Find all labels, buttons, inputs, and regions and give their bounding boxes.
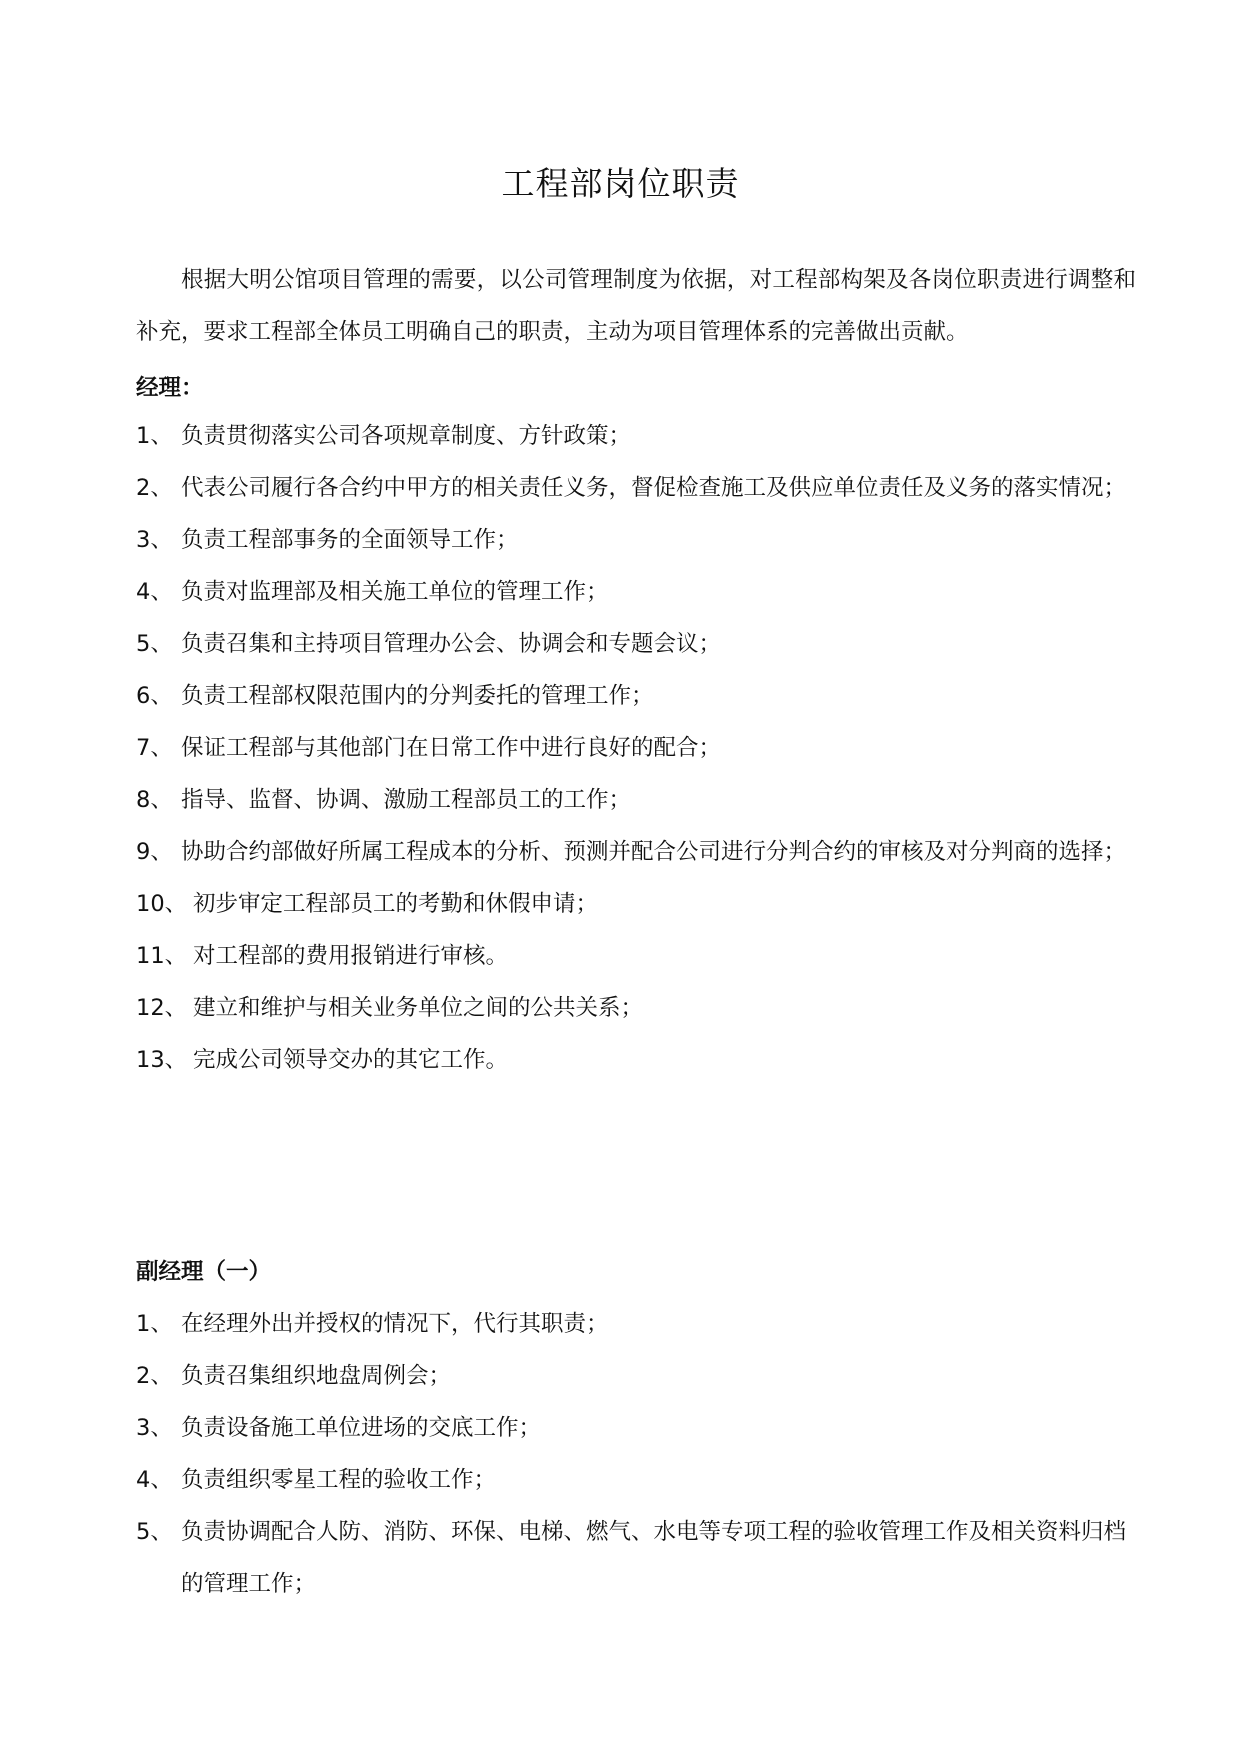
list-item: 2、 代表公司履行各合约中甲方的相关责任义务，督促检查施工及供应单位责任及义务的落实情况；	[136, 475, 1127, 501]
list-item: 8、 指导、监督、协调、激励工程部员工的工作；	[136, 787, 632, 813]
deputy-manager-duties-list	[136, 1298, 1136, 1610]
list-item: 10、 初步审定工程部员工的考勤和休假申请；	[136, 891, 599, 917]
list-item: 11、 对工程部的费用报销进行审核。	[136, 943, 509, 969]
document-title: 工程部岗位职责	[501, 164, 740, 203]
list-item: 1、 在经理外出并授权的情况下，代行其职责；	[136, 1311, 609, 1337]
list-item: 3、 负责设备施工单位进场的交底工作；	[136, 1415, 542, 1441]
list-item: 6、 负责工程部权限范围内的分判委托的管理工作；	[136, 683, 654, 709]
list-item: 13、 完成公司领导交办的其它工作。	[136, 1047, 509, 1073]
list-item: 4、 负责组织零星工程的验收工作；	[136, 1467, 497, 1493]
list-item: 2、 负责召集组织地盘周例会；	[136, 1363, 452, 1389]
list-item: 5、 负责协调配合人防、消防、环保、电梯、燃气、水电等专项工程的验收管理工作及相关资料归档的管理工作；	[136, 1519, 1127, 1597]
section-heading-deputy-manager: 副经理（一）	[136, 1259, 272, 1285]
list-item: 9、 协助合约部做好所属工程成本的分析、预测并配合公司进行分判合约的审核及对分判商的选择；	[136, 839, 1127, 865]
manager-duties-list	[136, 410, 1136, 1086]
list-item: 1、 负责贯彻落实公司各项规章制度、方针政策；	[136, 423, 632, 449]
list-item: 4、 负责对监理部及相关施工单位的管理工作；	[136, 579, 609, 605]
list-item: 5、 负责召集和主持项目管理办公会、协调会和专题会议；	[136, 631, 722, 657]
list-item: 12、 建立和维护与相关业务单位之间的公共关系；	[136, 995, 644, 1021]
list-item: 3、 负责工程部事务的全面领导工作；	[136, 527, 519, 553]
list-item: 7、 保证工程部与其他部门在日常工作中进行良好的配合；	[136, 735, 722, 761]
section-heading-manager: 经理：	[136, 375, 204, 401]
intro-paragraph: 根据大明公馆项目管理的需要，以公司管理制度为依据，对工程部构架及各岗位职责进行调整和补充，要求工程部全体员工明确自己的职责，主动为项目管理体系的完善做出贡献。	[136, 267, 1136, 345]
